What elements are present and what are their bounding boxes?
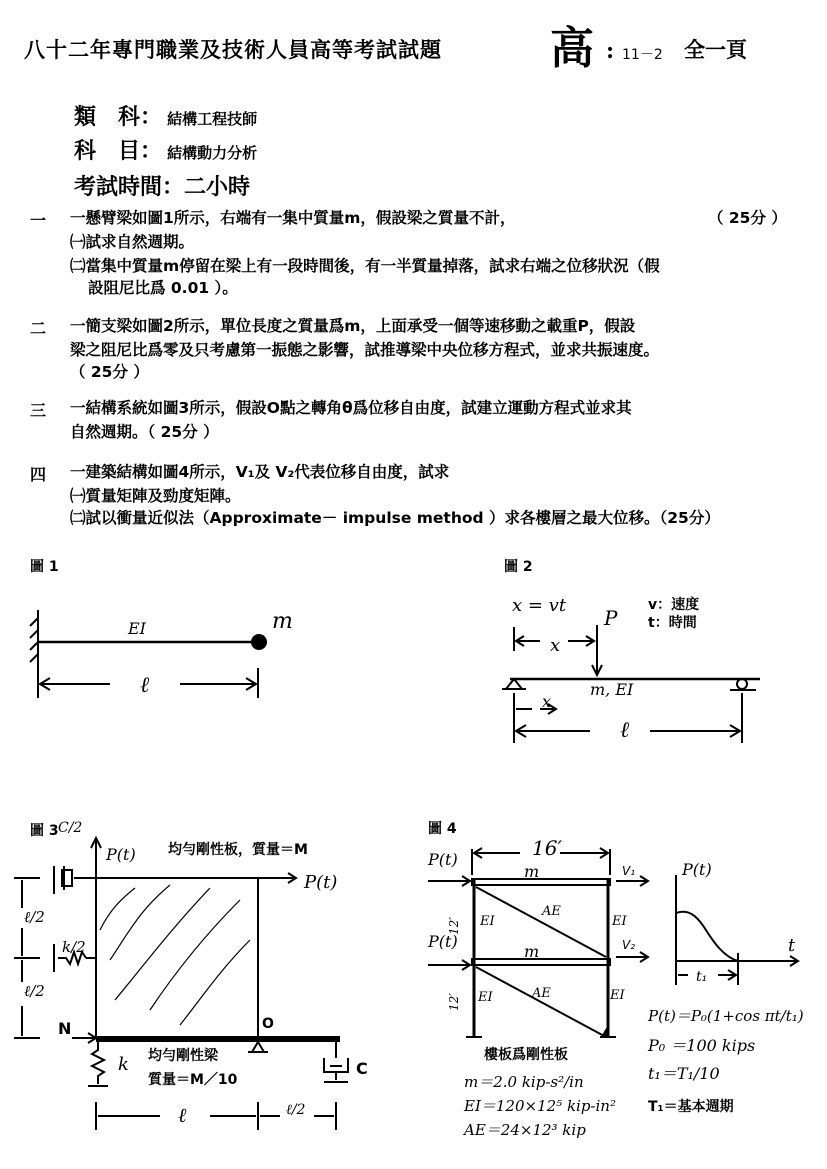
fig3-c2: C/2 <box>58 820 83 836</box>
exam-level: 高 <box>550 23 594 74</box>
fig3-pin-o <box>252 1042 264 1052</box>
fig3-plate-label: 均勻剛性板，質量＝M <box>168 842 308 858</box>
fig3-len-half: ℓ/2 <box>286 1102 306 1118</box>
fig4-ei-2: EI <box>612 914 627 929</box>
fig2-v-def: v：速度 <box>648 597 700 613</box>
q4-line2: ㈠質量矩陣及勁度矩陣。 <box>70 487 241 505</box>
fig4-ae-1: AE <box>542 904 561 919</box>
fig1-l: ℓ <box>140 673 150 698</box>
fig4-floor-note: 樓板爲剛性板 <box>484 1047 568 1063</box>
fig4-brace-2 <box>476 967 606 1037</box>
fig3-len: ℓ <box>178 1103 187 1127</box>
subject-label: 科 目 <box>74 138 141 164</box>
fig4-p1: P(t) <box>428 850 458 869</box>
fig4-ei-1: EI <box>480 914 495 929</box>
subject-value: 結構動力分析 <box>167 144 258 162</box>
fig4-m1: m <box>524 862 540 881</box>
fig3-k2: k/2 <box>62 938 86 956</box>
figure-3-rigid-plate <box>0 810 400 1135</box>
figure-2-simple-beam <box>480 585 800 755</box>
q3-number: 三 <box>30 401 47 420</box>
exam-code: 11－2 <box>622 47 663 63</box>
category-row: 類 科： 結構工程技師 <box>74 104 258 130</box>
fig3-l2-top: ℓ/2 <box>24 908 45 926</box>
fig3-label: 圖 3 <box>30 823 59 839</box>
fig2-x-top: x <box>550 635 561 656</box>
fig4-p2: P(t) <box>428 932 458 951</box>
fig4-ei-4: EI <box>610 988 625 1003</box>
q1-line4: 設阻尼比爲 0.01 ）。 <box>88 279 238 297</box>
fig4-t1-def: T₁＝基本週期 <box>648 1099 734 1115</box>
fig4-h1: 12′ <box>447 917 461 935</box>
q1-score: （ 25分 ） <box>708 209 787 227</box>
category-value: 結構工程技師 <box>167 110 258 128</box>
level-colon: : <box>606 38 615 64</box>
figure-1-cantilever <box>0 580 330 710</box>
fig3-pt-right: P(t) <box>304 872 338 893</box>
fig3-k: k <box>118 1054 129 1075</box>
fig3-beam-mass: 質量＝M／10 <box>148 1072 238 1088</box>
q4-line1: 一建築結構如圖4所示，V₁及 V₂代表位移自由度，試求 <box>70 463 450 481</box>
subject-row: 科 目： 結構動力分析 <box>74 138 258 164</box>
fig4-p0: P₀ ＝100 kips <box>648 1036 756 1055</box>
fig4-floor-1 <box>472 879 610 885</box>
fig4-v2: V₂ <box>622 938 636 952</box>
fig4-eq-m: m＝2.0 kip-s²/in <box>464 1073 584 1091</box>
fig3-spring-bottom <box>92 1042 104 1084</box>
fig4-t1-eq: t₁＝T₁/10 <box>648 1064 720 1083</box>
fig2-l: ℓ <box>620 718 630 743</box>
fig4-pulse-curve <box>676 912 738 961</box>
fig1-ei: EI <box>128 619 146 638</box>
fig4-pt-label: P(t) <box>682 860 712 879</box>
fig4-eq-ei: EI＝120×12⁵ kip-in² <box>464 1097 616 1115</box>
fig3-o: O <box>262 1016 274 1032</box>
fig4-eq-ae: AE＝24×12³ kip <box>464 1121 586 1139</box>
q2-line3: （ 25分 ） <box>70 363 149 381</box>
q1-line1: 一懸臂梁如圖1所示，右端有一集中質量m，假設梁之質量不計， <box>70 209 516 227</box>
fig4-v1: V₁ <box>622 864 636 878</box>
fig2-roller-support <box>737 679 747 689</box>
fig3-c: C <box>356 1059 368 1078</box>
fig1-mass <box>251 634 267 650</box>
fig4-t1-label: t₁ <box>696 969 708 985</box>
q3-line2: 自然週期。（ 25分 ） <box>70 423 219 441</box>
exam-title: 八十二年專門職業及技術人員高等考試試題 <box>24 37 442 62</box>
category-label: 類 科 <box>74 104 141 130</box>
fig4-ae-2: AE <box>532 986 551 1001</box>
q2-line1: 一簡支梁如圖2所示，單位長度之質量爲m，上面承受一個等速移動之載重P，假設 <box>70 317 636 335</box>
q2-line2: 梁之阻尼比爲零及只考慮第一振態之影響，試推導梁中央位移方程式，並求共振速度。 <box>70 341 660 359</box>
fig4-h2: 12′ <box>447 993 461 1011</box>
fig4-brace-1 <box>476 887 606 957</box>
fig3-hatch <box>100 885 250 1025</box>
fig4-t-label: t <box>788 935 796 956</box>
q1-number: 一 <box>30 211 47 230</box>
fig4-m2: m <box>524 942 540 961</box>
q4-line3: ㈡試以衝量近似法（Approximate－ impulse method ）求各樓層之最大位移。（25分） <box>70 509 720 527</box>
fig1-m: m <box>272 609 293 634</box>
fig2-x-eq: x = vt <box>512 595 567 616</box>
exam-duration: 考試時間：二小時 <box>74 174 251 200</box>
fig2-beam-label: m, EI <box>590 680 634 699</box>
fig4-label: 圖 4 <box>428 821 457 837</box>
q2-number: 二 <box>30 319 47 338</box>
fig3-l2-bottom: ℓ/2 <box>24 982 45 1000</box>
fig2-pin-support <box>506 679 522 689</box>
fig3-n: N <box>58 1019 72 1038</box>
fig4-ei-3: EI <box>478 990 493 1005</box>
fig2-x-bottom: x <box>542 692 552 711</box>
q1-line2: ㈠試求自然週期。 <box>70 233 195 251</box>
fig4-formula: P(t)＝P₀(1+cos πt/t₁) <box>648 1007 804 1025</box>
fig2-label: 圖 2 <box>504 559 533 575</box>
figure-4-two-story-frame <box>420 835 820 1145</box>
fig3-beam-label: 均勻剛性梁 <box>148 1048 218 1064</box>
q3-line1: 一結構系統如圖3所示，假設O點之轉角θ爲位移自由度，試建立運動方程式並求其 <box>70 399 632 417</box>
fig2-t-def: t：時間 <box>648 615 697 631</box>
fig3-pt-top: P(t) <box>106 845 136 864</box>
q1-line3: ㈡當集中質量m停留在梁上有一段時間後，有一半質量掉落，試求右端之位移狀況（假 <box>70 257 660 275</box>
fig4-span: 16′ <box>532 836 562 860</box>
fig2-p: P <box>604 606 618 630</box>
page-count: 全一頁 <box>684 37 747 62</box>
q4-number: 四 <box>30 465 47 484</box>
fig1-label: 圖 1 <box>30 559 59 575</box>
fig4-floor-2 <box>472 959 610 965</box>
